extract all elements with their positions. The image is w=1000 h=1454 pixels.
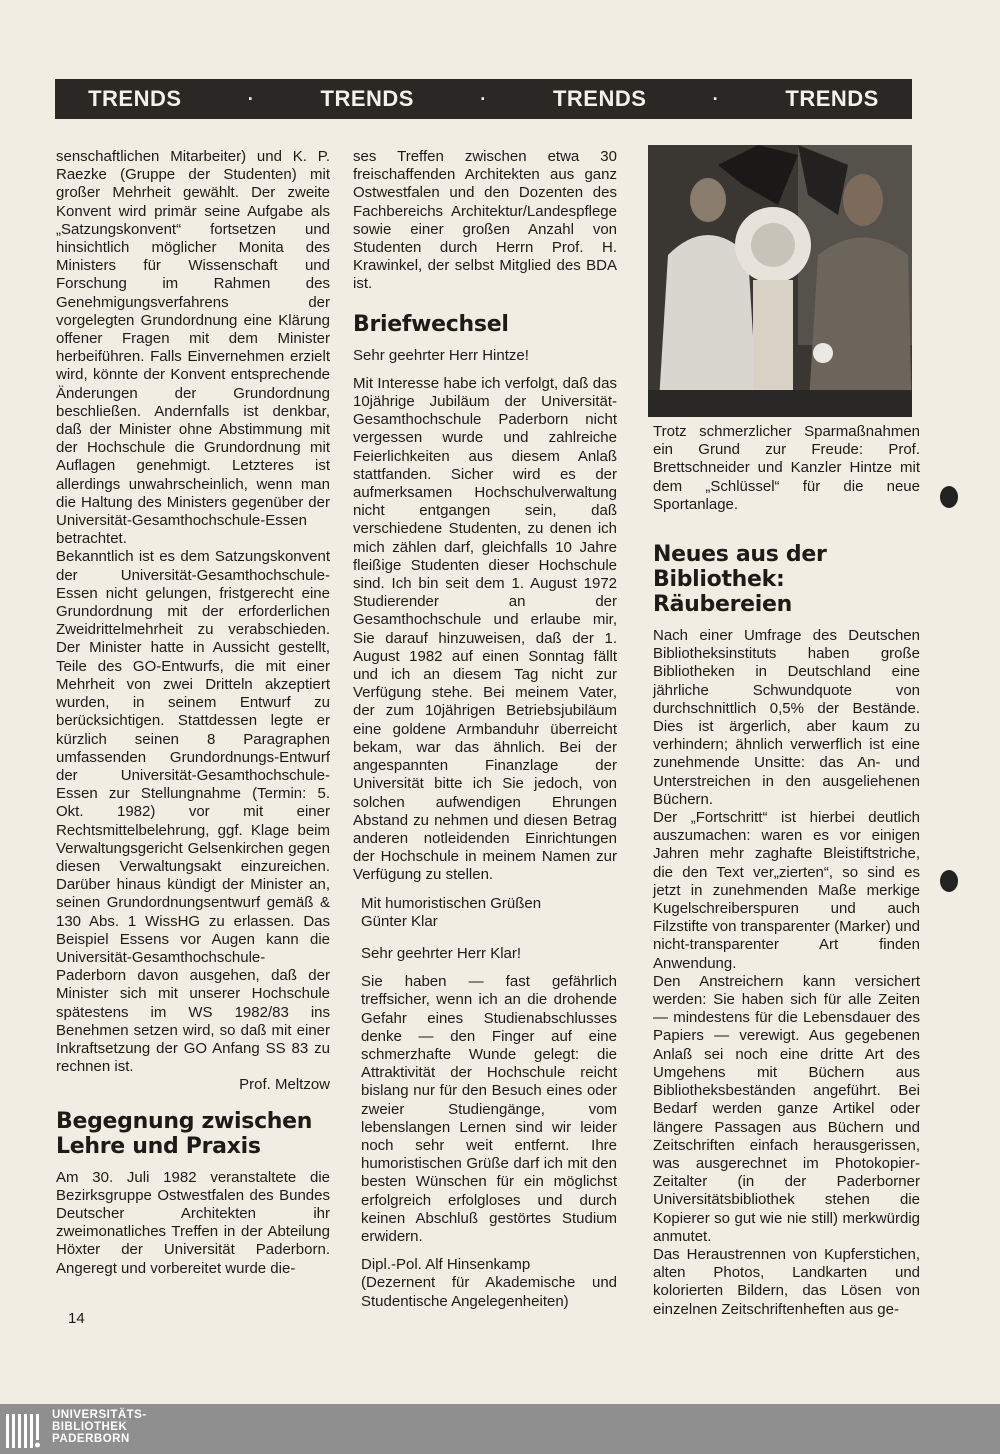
letter-body: Mit Interesse habe ich verfolgt, daß das 10jährige Jubiläum der Universität-Gesamthochschule Paderborn nicht vergessen wurde und zahlreiche Feierlichkeiten aus diesem Anlaß stattfanden. Sicher wird es der aufmerksamen Hochschulverwaltung nicht entgangen sein, daß verschiedene Studenten, zu denen ich mich zählen darf, gleichfalls 10 Jahre fleißige Studenten dieser Hochschule sind. Ich bin seit dem 1. August 1972 Studierender an der Gesamthochschule und erlaube mir, Sie darauf hinzuweisen, daß der 1. August 1982 auf einen Sonntag fällt und ich an diesem Tag nicht zur Verfügung stehe. Bei meinem Vater, der zum 10jährigen Betriebsjubiläum eine goldene Armbanduhr überreicht bekam, war das ähnlich. Bei der angespannten Finanzlage der Universität bitte ich Sie jedoch, von solchen aufwendigen Ehrungen Abstand zu nehmen und diesen Betrag anderen notleidenden Einrichtungen der Hochschule in meinem Namen zur Verfügung zu stellen. (353, 374, 617, 884)
paragraph: Den Anstreichern kann versichert werden: Sie haben sich für alle Zeiten — mindestens für die Lebensdauer des Papiers — verewigt. Aus gegebenen Anlaß sei noch eine dritte Art des Umgehens mit Büchern aus Bibliotheksbeständen angeführt. Bei Bedarf werden ganze Artikel oder längere Passagen aus Büchern und Zeitschriften einfach herausgerissen, was ausgerechnet im Photokopier-Zeitalter (in der Paderborner Universitätsbibliothek stehen die Kopierer so gut wie nie still) merkwürdig anmutet. (653, 972, 920, 1245)
column-middle (353, 148, 617, 1311)
banner-word: TRENDS (785, 86, 879, 111)
letter-signature: Dipl.-Pol. Alf Hinsenkamp (361, 1256, 531, 1274)
article-heading: Briefwechsel (353, 311, 509, 337)
library-name-line: PADERBORN (52, 1433, 130, 1445)
photo-image (648, 145, 912, 417)
letter-body: Sie haben — fast gefährlich treffsicher, wenn ich an die drohende Gefahr eines Studienabschlusses denke — den Finger auf eine schmerzhafte Wunde gelegt: die Attraktivität der Hochschule reicht bislang nur für den Besuch eines oder zweier Studiengänge, vom lebenslangen Lernen sind wir leider noch sehr weit entfernt. Ihre humoristischen Grüße darf ich mit den besten Wünschen für ein möglichst erfolgreich erfolgloses und durch keinen Abschluß gestörtes Studium erwidern. (361, 973, 617, 1245)
page-number: 14 (68, 1310, 85, 1327)
banner-word: TRENDS (88, 86, 182, 111)
paragraph: Das Heraustrennen von Kupferstichen, alten Photos, Landkarten und kolorierten Bildern, das Lösen von einzelnen Zeitschriftenheften aus ge- (653, 1245, 920, 1318)
letter-signature: Günter Klar (361, 912, 438, 930)
library-footer (0, 1404, 1000, 1454)
article-heading: Neues aus der Bibliothek: Räubereien (653, 542, 827, 618)
banner-word: TRENDS (552, 86, 647, 111)
author-signature: Prof. Meltzow (239, 1076, 330, 1094)
letter-salutation: Sehr geehrter Herr Hintze! (353, 346, 529, 364)
paragraph: Der „Fortschritt“ ist hierbei deutlich auszumachen: waren es vor einigen Jahren mehr zaghafte Bleistiftstriche, die den Text ver„zierten“, so sind es jetzt in zunehmenden Maße merkige Kugelschreiberspuren und auch Filzstifte von transparenter (Marker) und nicht-transparenter Art finden Anwendung. (653, 809, 920, 972)
library-name-line: BIBLIOTHEK (52, 1421, 128, 1433)
letter-signature-title: (Dezernent für Akademische und Studentische Angelegenheiten) (361, 1274, 617, 1310)
library-logo-icon (4, 1410, 44, 1450)
letter-closing: Mit humoristischen Grüßen (361, 894, 542, 912)
banner-separator: · (480, 88, 487, 109)
banner-separator: · (712, 88, 720, 109)
paragraph: ses Treffen zwischen etwa 30 freischaffenden Architekten aus ganz Ostwestfalen und den Dozenten des Fachbereichs Architektur/Landespflege sowie einer großen Anzahl von Studenten durch Herrn Prof. H. Krawinkel, der selbst Mitglied des BDA ist. (353, 148, 617, 293)
article-heading: Begegnung zwischen Lehre und Praxis (56, 1108, 313, 1159)
banner-separator: · (247, 88, 255, 109)
punch-hole-icon (940, 870, 958, 892)
library-name (52, 1409, 147, 1445)
banner-word: TRENDS (320, 86, 414, 111)
photo-caption: Trotz schmerzlicher Sparmaßnahmen ein Grund zur Freude: Prof. Brettschneider und Kanzler Hintze mit dem „Schlüssel“ für die neue Sportanlage. (653, 423, 920, 513)
library-name-line: UNIVERSITÄTS- (52, 1409, 147, 1421)
column-right (653, 423, 920, 1319)
paragraph: Bekanntlich ist es dem Satzungskonvent der Universität-Gesamthochschule-Essen nicht gelungen, fristgerecht eine Grundordnung mit der erforderlichen Zweidrittelmehrheit zu verabschieden. Der Minister hatte in Aussicht gestellt, Teile des GO-Entwurfs, die mit einer Mehrheit von zwei Dritteln akzeptiert wurden, in seinem Entwurf zu berücksichtigen. Stattdessen legte er kürzlich seinen 8 Paragraphen umfassenden Grundordnungs-Entwurf der Universität-Gesamthochschule-Essen zur Stellungnahme (Termin: 5. Okt. 1982) vor mit einer Rechtsmittelbelehrung, ggf. Klage beim Verwaltungsgericht Gelsenkirchen gegen diesen Verwaltungsakt einzureichen. Darüber hinaus kündigt der Minister an, seinen Grundordnungsentwurf gemäß & 130 Abs. 1 WissHG zu erlassen. Das Beispiel Essens vor Augen kann die Universität-Gesamthochschule-Paderborn davon ausgehen, daß der Minister sich mit unserer Hochschule spätestens im WS 1982/83 ins Benehmen setzen wird, so daß mit einer Inkraftsetzung der GO Anfang SS 83 zu rechnen ist. (56, 548, 330, 1076)
column-left (56, 148, 330, 1278)
trends-banner (55, 79, 912, 119)
paragraph: senschaftlichen Mitarbeiter) und K. P. Raezke (Gruppe der Studenten) mit großer Mehrheit gewählt. Der zweite Konvent wird primär seine Aufgabe als „Satzungskonvent“ fortsetzen und hinsichtlich möglicher Monita des Ministers für Wissenschaft und Forschung im Rahmen des Genehmigungsverfahrens der vorgelegten Grundordnung eine Klärung offener Fragen mit dem Minister herbeiführen. Falls Einvernehmen erzielt wird, könnte der Konvent entsprechende Änderungen der Grundordnung beschließen. Andernfalls ist denkbar, daß der Minister ohne Abstimmung mit der Hochschule die Grundordnung mit Auflagen genehmigt. Letzteres ist allerdings unwahrscheinlich, wenn man die Haltung des Ministers gegenüber der Universität-Gesamthochschule-Essen betrachtet. (56, 148, 330, 548)
paragraph: Am 30. Juli 1982 veranstaltete die Bezirksgruppe Ostwestfalen des Bundes Deutscher Architekten ihr zweimonatliches Treffen in der Abteilung Höxter der Universität Paderborn. Angeregt und vorbereitet wurde die- (56, 1168, 330, 1277)
photo-key-handover (648, 145, 912, 417)
paragraph: Nach einer Umfrage des Deutschen Bibliotheksinstituts haben große Bibliotheken in Deutschland eine jährliche Schwundquote von durchschnittlich 0,5% der Bestände. Dies ist ärgerlich, aber kaum zu verhindern; ähnlich verwerflich ist eine zunehmende Unsitte: das An- und Unterstreichen in den ausgeliehenen Büchern. (653, 627, 920, 808)
letter-salutation: Sehr geehrter Herr Klar! (361, 944, 522, 962)
punch-hole-icon (940, 486, 958, 508)
